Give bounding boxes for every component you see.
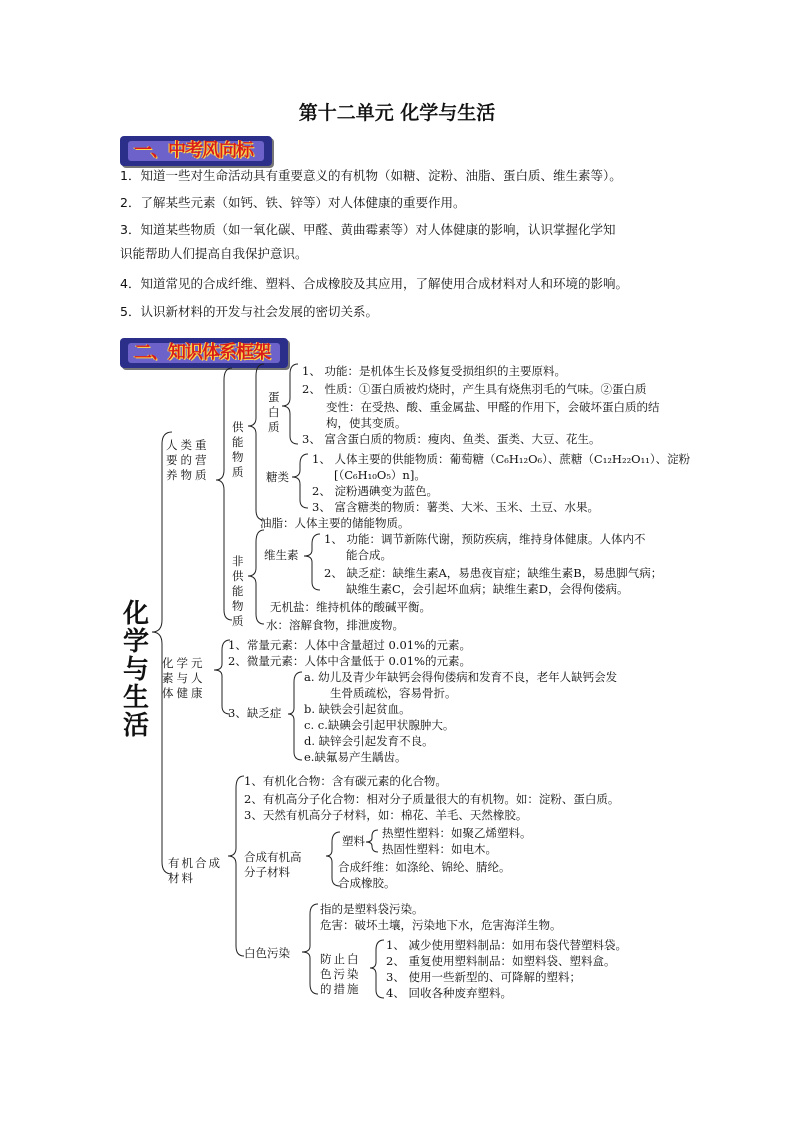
label-char: 白 xyxy=(268,405,280,419)
plastic-label: 塑料 xyxy=(342,834,365,848)
label-line: 养物质 xyxy=(166,468,210,482)
deficiency-line: 生骨质疏松，容易骨折。 xyxy=(330,686,457,700)
sugar-label: 糖类 xyxy=(266,470,289,484)
page-title: 第十二单元 化学与生活 xyxy=(298,102,496,124)
non-energy-label xyxy=(232,554,244,629)
mineral-salt-line: 无机盐：维持机体的酸碱平衡。 xyxy=(270,600,431,614)
materials-line: 2、有机高分子化合物：相对分子质量很大的有机物。如：淀粉、蛋白质。 xyxy=(244,792,620,806)
materials-line: 3、天然有机高分子材料，如：棉花、羊毛、天然橡胶。 xyxy=(244,808,528,822)
label-char: 非 xyxy=(232,554,244,568)
root-char: 化 xyxy=(123,599,150,629)
root-char: 与 xyxy=(123,655,150,685)
prevention-line: 1、 减少使用塑料制品：如用布袋代替塑料袋。 xyxy=(386,938,627,952)
label-char: 物 xyxy=(232,450,244,464)
fat-line: 油脂：人体主要的储能物质。 xyxy=(260,516,410,530)
plastic-line: 热塑性塑料：如聚乙烯塑料。 xyxy=(382,826,532,840)
label-line: 体健康 xyxy=(162,686,206,700)
deficiency-line: d. 缺锌会引起发育不良。 xyxy=(304,734,434,748)
label-char: 能 xyxy=(232,584,244,598)
protein-line: 变性：在受热、酸、重金属盐、甲醛的作用下，会破坏蛋白质的结 xyxy=(326,400,660,414)
label-char: 质 xyxy=(268,420,280,434)
water-line: 水：溶解食物，排泄废物。 xyxy=(266,618,404,632)
branch-nutrition-label xyxy=(166,438,210,483)
label-char: 蛋 xyxy=(268,390,280,404)
root-label xyxy=(123,600,149,740)
label-char: 供 xyxy=(232,420,244,434)
label-char: 物 xyxy=(232,599,244,613)
label-char: 能 xyxy=(232,435,244,449)
label-char: 质 xyxy=(232,465,244,479)
white-pollution-label: 白色污染 xyxy=(244,946,290,960)
requirement-item: 3．知道某些物质（如一氧化碳、甲醛、黄曲霉素等）对人体健康的影响，认识掌握化学知 xyxy=(120,222,616,237)
requirement-item: 1．知道一些对生命活动具有重要意义的有机物（如糖、淀粉、油脂、蛋白质、维生素等）。 xyxy=(120,168,622,183)
deficiency-label: 3、缺乏症 xyxy=(228,706,282,720)
prevention-label xyxy=(320,952,361,997)
trace-element-line: 2、微量元素：人体中含量低于 0.01%的元素。 xyxy=(228,654,472,668)
major-element-line: 1、常量元素：人体中含量超过 0.01%的元素。 xyxy=(228,638,472,652)
label-char: 质 xyxy=(232,614,244,628)
vitamin-line: 1、 功能：调节新陈代谢，预防疾病，维持身体健康。人体内不 xyxy=(324,532,646,546)
section-banner-framework xyxy=(120,338,288,368)
sugar-line: 1、 人体主要的供能物质：葡萄糖（C₆H₁₂O₆）、蔗糖（C₁₂H₂₂O₁₁）、淀粉 xyxy=(312,452,691,466)
root-char: 活 xyxy=(123,711,150,741)
requirement-item: 2．了解某些元素（如钙、铁、锌等）对人体健康的重要作用。 xyxy=(120,195,466,210)
prevention-line: 3、 使用一些新型的、可降解的塑料； xyxy=(386,970,581,984)
pollution-definition: 指的是塑料袋污染。 xyxy=(320,902,424,916)
label-line: 合成有机高 xyxy=(244,850,302,864)
fiber-line: 合成纤维：如涤纶、锦纶、腈纶。 xyxy=(338,860,511,874)
sugar-line: [（C₆H₁₀O₅）n]。 xyxy=(334,468,426,482)
prevention-line: 2、 重复使用塑料制品：如塑料袋、塑料盒。 xyxy=(386,954,616,968)
section-heading: 一、中考风向标 xyxy=(134,140,253,161)
pollution-harm: 危害：破坏土壤，污染地下水，危害海洋生物。 xyxy=(320,918,562,932)
label-char: 供 xyxy=(232,569,244,583)
root-char: 生 xyxy=(123,683,150,713)
label-line: 防止白 xyxy=(320,952,361,966)
requirement-item: 5．认识新材料的开发与社会发展的密切关系。 xyxy=(120,304,378,319)
sugar-line: 2、 淀粉遇碘变为蓝色。 xyxy=(312,484,438,498)
label-line: 色污染 xyxy=(320,967,361,981)
deficiency-line: b. 缺铁会引起贫血。 xyxy=(304,702,411,716)
protein-line: 1、 功能：是机体生长及修复受损组织的主要原料。 xyxy=(302,364,566,378)
label-line: 的措施 xyxy=(320,982,361,996)
section-heading: 二、知识体系框架 xyxy=(134,342,270,363)
deficiency-line: c. c.缺碘会引起甲状腺肿大。 xyxy=(304,718,455,732)
energy-substance-label xyxy=(232,420,244,480)
deficiency-line: e.缺氟易产生龋齿。 xyxy=(304,750,407,764)
vitamin-label: 维生素 xyxy=(264,548,299,562)
label-line: 素与人 xyxy=(162,671,206,685)
protein-label xyxy=(268,390,280,435)
branch-elements-label xyxy=(162,656,206,701)
vitamin-line: 能合成。 xyxy=(346,548,392,562)
label-line: 材料 xyxy=(168,871,195,885)
rubber-line: 合成橡胶。 xyxy=(338,876,396,890)
label-line: 人类重 xyxy=(166,438,210,452)
prevention-line: 4、 回收各种废弃塑料。 xyxy=(386,986,512,1000)
protein-line: 构，使其变质。 xyxy=(326,416,407,430)
section-banner-forecast xyxy=(120,136,272,166)
label-line: 化学元 xyxy=(162,656,206,670)
sugar-line: 3、 富含糖类的物质：薯类、大米、玉米、土豆、水果。 xyxy=(312,500,599,514)
vitamin-line: 2、 缺乏症：缺维生素A，易患夜盲症；缺维生素B，易患脚气病； xyxy=(324,566,663,580)
deficiency-line: a. 幼儿及青少年缺钙会得佝偻病和发育不良，老年人缺钙会发 xyxy=(304,670,618,684)
vitamin-line: 缺维生素C，会引起坏血病；缺维生素D，会得佝偻病。 xyxy=(346,582,629,596)
materials-line: 1、有机化合物：含有碳元素的化合物。 xyxy=(244,774,447,788)
branch-materials-label xyxy=(168,856,222,886)
protein-line: 2、 性质：①蛋白质被灼烧时，产生具有烧焦羽毛的气味。②蛋白质 xyxy=(302,382,647,396)
label-line: 有机合成 xyxy=(168,856,222,870)
requirement-item: 4．知道常见的合成纤维、塑料、合成橡胶及其应用，了解使用合成材料对人和环境的影响。 xyxy=(120,276,628,291)
plastic-line: 热固性塑料：如电木。 xyxy=(382,842,497,856)
requirement-item: 识能帮助人们提高自我保护意识。 xyxy=(120,246,308,261)
label-line: 要的营 xyxy=(166,453,210,467)
root-char: 学 xyxy=(123,627,150,657)
protein-line: 3、 富含蛋白质的物质：瘦肉、鱼类、蛋类、大豆、花生。 xyxy=(302,432,601,446)
synthetic-material-label xyxy=(244,850,302,880)
label-line: 分子材料 xyxy=(244,865,290,879)
